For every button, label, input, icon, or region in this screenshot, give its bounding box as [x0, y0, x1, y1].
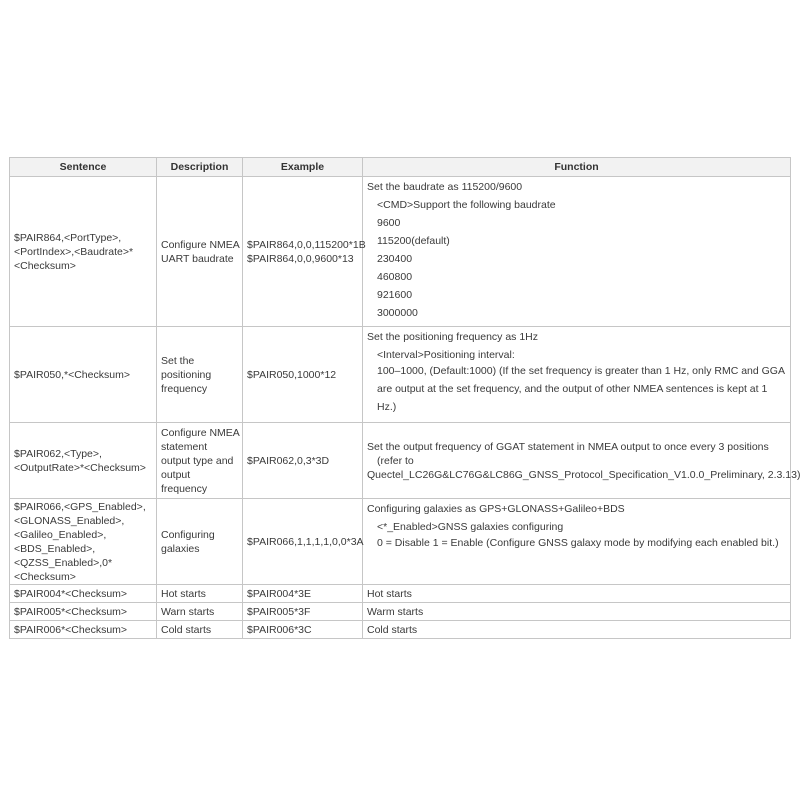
header-example: Example — [243, 158, 363, 177]
function-paragraph: 0 = Disable 1 = Enable (Configure GNSS galaxy mode by modifying each enabled bit.) — [377, 537, 779, 549]
description-line: frequency — [161, 382, 208, 395]
description-line: galaxies — [161, 542, 200, 555]
sentence-line: <Checksum> — [14, 570, 76, 583]
function-cell — [363, 423, 800, 499]
function-cell — [363, 177, 791, 327]
function-line: (refer to — [377, 454, 414, 467]
description-line: output — [161, 468, 191, 481]
example-cell: $PAIR006*3C — [243, 621, 363, 639]
description-line: frequency — [161, 482, 208, 495]
sentence-cell: $PAIR004*<Checksum> — [10, 585, 157, 603]
sentence-line: <PortIndex>,<Baudrate>* — [14, 245, 134, 258]
sentence-cell — [10, 499, 157, 585]
description-line: statement — [161, 440, 208, 453]
description-cell — [157, 499, 243, 585]
sentence-line: <BDS_Enabled>, — [14, 542, 96, 555]
function-line: 115200(default) — [377, 235, 450, 247]
function-line: 460800 — [377, 271, 413, 283]
sentence-line: $PAIR066,<GPS_Enabled>, — [14, 500, 146, 513]
example-cell — [243, 327, 363, 423]
description-line: Configure NMEA — [161, 238, 240, 251]
example-cell — [243, 499, 363, 585]
sentence-line: $PAIR062,<Type>, — [14, 447, 102, 460]
sentence-cell — [10, 177, 157, 327]
example-line: $PAIR864,0,0,115200*1B — [247, 238, 366, 251]
function-paragraph: 100–1000, (Default:1000) (If the set frequency is greater than 1 Hz, only RMC and GGA are output at the set frequency, and the output of other NMEA sentences is kept at 1 Hz.) — [377, 365, 785, 413]
example-line: $PAIR062,0,3*3D — [247, 454, 330, 467]
description-line: Configure NMEA — [161, 426, 240, 439]
function-cell: Cold starts — [363, 621, 791, 639]
table-row — [10, 499, 791, 585]
header-function: Function — [363, 158, 791, 177]
table-row — [10, 603, 791, 621]
function-line: 230400 — [377, 253, 413, 265]
description-line: UART baudrate — [161, 252, 234, 265]
description-cell — [157, 423, 243, 499]
example-cell — [243, 177, 366, 327]
description-line: positioning — [161, 368, 212, 381]
header-description: Description — [157, 158, 243, 177]
sentence-line: $PAIR050,*<Checksum> — [14, 368, 130, 381]
command-table — [9, 157, 800, 639]
description-cell — [157, 177, 243, 327]
sentence-line: <GLONASS_Enabled>, — [14, 514, 125, 527]
sentence-cell: $PAIR006*<Checksum> — [10, 621, 157, 639]
sentence-line: $PAIR864,<PortType>, — [14, 231, 122, 244]
function-title: Set the positioning frequency as 1Hz — [367, 331, 539, 343]
example-line: $PAIR864,0,0,9600*13 — [247, 252, 354, 265]
example-cell: $PAIR005*3F — [243, 603, 363, 621]
table-row — [10, 327, 791, 423]
description-line: Set the — [161, 354, 195, 367]
example-line: $PAIR066,1,1,1,1,0,0*3A — [247, 535, 364, 548]
function-line: <CMD>Support the following baudrate — [377, 199, 556, 211]
table-header-row — [10, 158, 791, 177]
sentence-cell — [10, 423, 157, 499]
function-cell — [363, 499, 791, 585]
function-reference: Quectel_LC26G&LC76G&LC86G_GNSS_Protocol_Specification_V1.0.0_Preliminary, 2.3.13) — [367, 468, 800, 481]
description-cell: Warn starts — [157, 603, 243, 621]
sentence-line: <OutputRate>*<Checksum> — [14, 461, 146, 474]
function-cell: Hot starts — [363, 585, 791, 603]
header-sentence: Sentence — [10, 158, 157, 177]
function-line: 3000000 — [377, 307, 418, 319]
example-cell: $PAIR004*3E — [243, 585, 363, 603]
description-cell: Cold starts — [157, 621, 243, 639]
function-title: Set the output frequency of GGAT statement in NMEA output to once every 3 positions — [367, 440, 769, 453]
description-line: Configuring — [161, 528, 215, 541]
function-line: <Interval>Positioning interval: — [377, 349, 515, 361]
table-row — [10, 423, 791, 499]
table-row — [10, 621, 791, 639]
function-cell: Warm starts — [363, 603, 791, 621]
table-row — [10, 585, 791, 603]
function-title: Configuring galaxies as GPS+GLONASS+Galileo+BDS — [367, 503, 625, 515]
function-cell — [363, 327, 791, 423]
sentence-line: <QZSS_Enabled>,0* — [14, 556, 113, 569]
sentence-line: <Galileo_Enabled>, — [14, 528, 107, 541]
sentence-cell — [10, 327, 157, 423]
function-title: Set the baudrate as 115200/9600 — [367, 181, 523, 193]
sentence-line: <Checksum> — [14, 259, 76, 272]
example-line: $PAIR050,1000*12 — [247, 368, 337, 381]
function-line: <*_Enabled>GNSS galaxies configuring — [377, 521, 564, 533]
example-cell — [243, 423, 363, 499]
table-row — [10, 177, 791, 327]
sentence-cell: $PAIR005*<Checksum> — [10, 603, 157, 621]
function-line: 9600 — [377, 217, 401, 229]
description-cell: Hot starts — [157, 585, 243, 603]
function-line: 921600 — [377, 289, 413, 301]
description-line: output type and — [161, 454, 234, 467]
description-cell — [157, 327, 243, 423]
